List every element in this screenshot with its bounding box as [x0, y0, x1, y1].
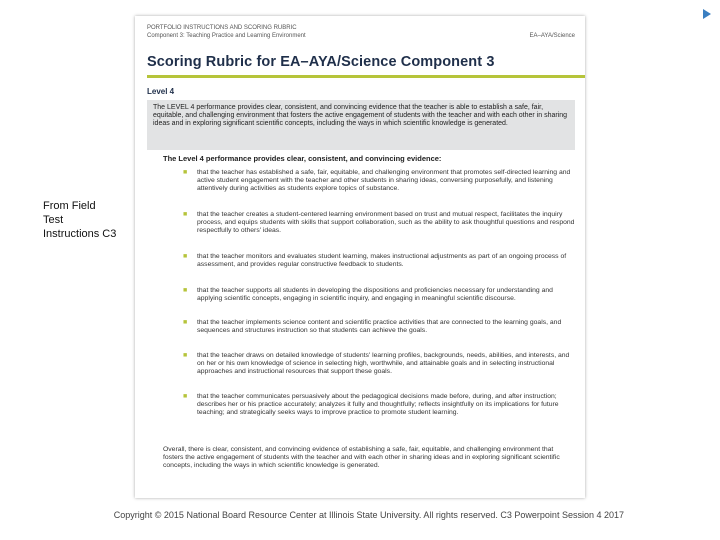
- bullet-icon: ■: [183, 253, 188, 260]
- evidence-item: [183, 287, 577, 303]
- evidence-text: that the teacher draws on detailed knowledge of students' learning profiles, backgrounds, needs, abilities, and interests, and on her or his own knowledge of science in selecting high, worthwhile, and attainable goals and in selecting instructional approaches and instructional resources that support these goals.: [197, 352, 570, 375]
- bullet-icon: ■: [183, 169, 188, 176]
- level-heading: Level 4: [147, 87, 175, 96]
- header-right: EA–AYA/Science: [529, 33, 575, 39]
- bullet-icon: ■: [183, 287, 188, 294]
- evidence-item: [183, 319, 577, 335]
- evidence-item: [183, 352, 577, 375]
- rubric-document: [135, 16, 585, 498]
- evidence-text: that the teacher creates a student-centered learning environment based on trust and mutual respect, facilitates the inquiry process, and equips students with skills that support collaboration, such as the ability to ask thoughtful questions and respond respectfully to others' ideas.: [197, 211, 575, 234]
- evidence-item: [183, 169, 577, 192]
- bullet-icon: ■: [183, 319, 188, 326]
- evidence-text: that the teacher communicates persuasively about the pedagogical decisions made before, during, and after instruction; describes her or his practice accurately; analyzes it fully and thoughtfully; reflects insightfully on its implications for future teaching; and strategically seeks ways to improve practice to promote student learning.: [197, 393, 559, 416]
- bullet-icon: ■: [183, 211, 188, 218]
- side-note: From Field Test Instructions C3: [43, 200, 117, 240]
- evidence-list-heading: The Level 4 performance provides clear, consistent, and convincing evidence:: [163, 154, 442, 163]
- evidence-text: that the teacher implements science content and scientific practice activities that are connected to the learning goals, and sequences and structures instruction so that students can achieve the goals.: [197, 319, 562, 334]
- title-rule: [147, 75, 585, 78]
- overall-statement: Overall, there is clear, consistent, and convincing evidence of establishing a safe, fair, equitable, and challenging environment that fosters the active engagement of students with the teacher and with each other in sharing ideas and in exploring significant scientific concepts, including the ways in which scientific knowledge is generated.: [163, 446, 560, 469]
- evidence-text: that the teacher supports all students in developing the dispositions and proficiencies necessary for understanding and applying scientific concepts, engaging in scientific inquiry, and engaging in meaningful scientific discourse.: [197, 287, 553, 302]
- evidence-text: that the teacher has established a safe, fair, equitable, and challenging environment that promotes self-directed learning and active student engagement with the teacher and other students in sharing ideas, conversing purposefully, and listening attentively during activities as students explore topics of substance.: [197, 169, 571, 192]
- evidence-item: [183, 393, 577, 416]
- bullet-icon: ■: [183, 352, 188, 359]
- evidence-item: [183, 211, 577, 234]
- bullet-icon: ■: [183, 393, 188, 400]
- copyright-footer: Copyright © 2015 National Board Resource Center at Illinois State University. All rights reserved. C3 Powerpoint Session 4 2017: [113, 510, 624, 520]
- document-header: [147, 24, 575, 40]
- evidence-item: [183, 253, 577, 269]
- document-title: Scoring Rubric for EA–AYA/Science Component 3: [147, 54, 495, 70]
- level-summary-box: The LEVEL 4 performance provides clear, consistent, and convincing evidence that the teacher is able to establish a safe, fair, equitable, and challenging environment that fosters the active engagement of students with the teacher and with each other in sharing ideas and in exploring significant scientific concepts, including the ways in which scientific knowledge is generated.: [147, 100, 575, 150]
- header-line-2: Component 3: Teaching Practice and Learning Environment: [147, 33, 306, 39]
- corner-triangle-icon: [703, 9, 711, 19]
- evidence-text: that the teacher monitors and evaluates student learning, makes instructional adjustments as part of an ongoing process of assessment, and provides regular constructive feedback to students.: [197, 253, 567, 268]
- header-line-1: PORTFOLIO INSTRUCTIONS AND SCORING RUBRIC: [147, 25, 297, 31]
